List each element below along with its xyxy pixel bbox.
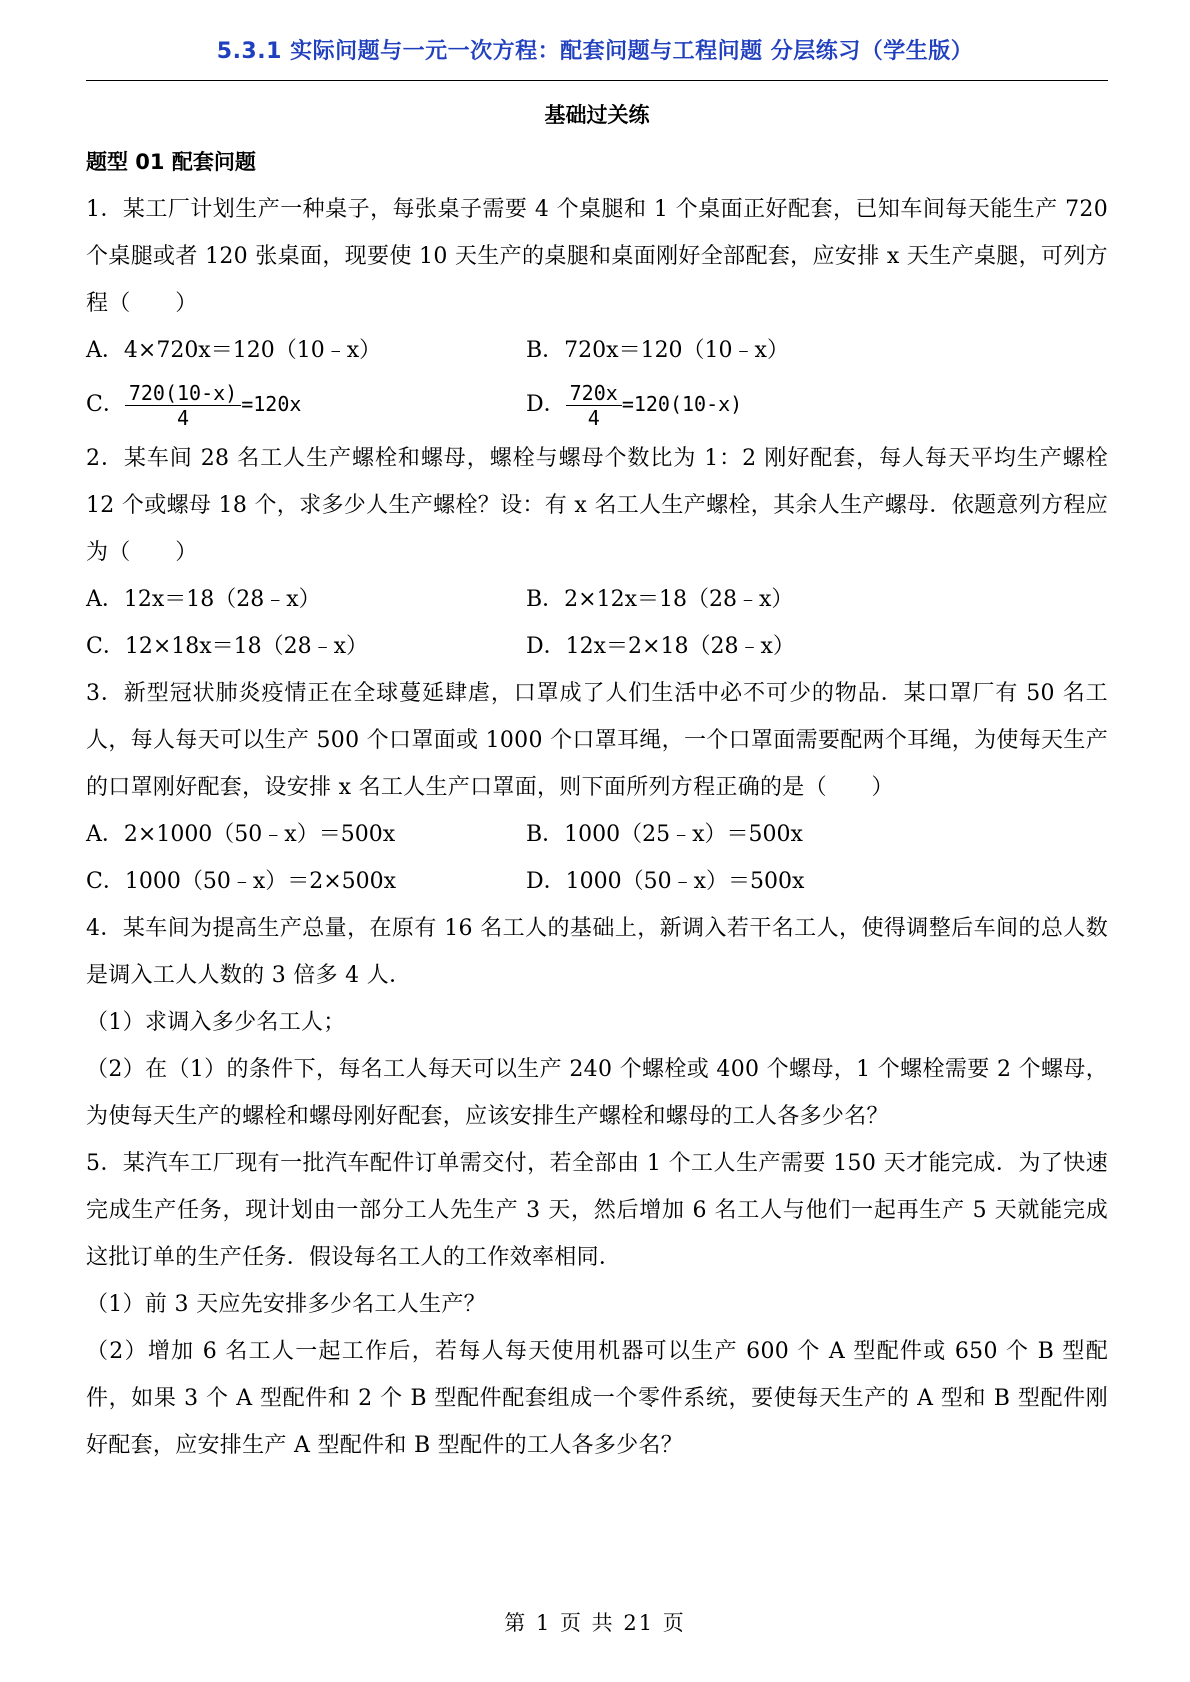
fraction-numerator: 720(10-x) [125,381,241,406]
fraction-denominator: 4 [587,405,600,430]
question-5-part-2: （2）增加 6 名工人一起工作后，若每人每天使用机器可以生产 600 个 A 型配件或 650 个 B 型配件，如果 3 个 A 型配件和 2 个 B 型配件配套组成一个零件系统，要使每天生产的 A 型和 B 型配件刚好配套，应安排生产 A 型配件和 B 型配件的工人各多少名？ [86,1339,1108,1458]
question-3-option-c: C．1000（50﹣x）＝2×500x [86,869,397,894]
question-5-stem: 5．某汽车工厂现有一批汽车配件订单需交付，若全部由 1 个工人生产需要 150 天才能完成．为了快速完成生产任务，现计划由一部分工人先生产 3 天，然后增加 6 名工人与他们一起再生产 5 天就能完成这批订单的生产任务．假设每名工人的工作效率相同． [86,1151,1108,1270]
option-c-label: C． [86,392,125,417]
option-c-fraction [125,381,241,430]
question-5-part-1: （1）前 3 天应先安排多少名工人生产？ [86,1292,486,1317]
question-2-option-b: B．2×12x＝18（28﹣x） [526,587,794,612]
question-4-part-1: （1）求调入多少名工人； [86,1010,346,1035]
question-1-options-ab [86,327,1108,374]
fraction-denominator: 4 [177,405,190,430]
question-2-options-ab [86,576,1108,623]
question-2-option-a: A．12x＝18（28﹣x） [86,587,321,612]
question-4-part-2: （2）在（1）的条件下，每名工人每天可以生产 240 个螺栓或 400 个螺母，1 个螺栓需要 2 个螺母，为使每天生产的螺栓和螺母刚好配套，应该安排生产螺栓和螺母的工人各多少名？ [86,1057,1108,1129]
document-title: 5.3.1 实际问题与一元一次方程：配套问题与工程问题 分层练习（学生版） [216,39,974,64]
question-3-options-cd [86,858,1108,905]
option-d-fraction [566,381,622,430]
question-1-option-d [526,374,966,435]
page-content [86,92,1108,1469]
page-number: 第 1 页 共 21 页 [504,1611,686,1635]
question-2-stem: 2．某车间 28 名工人生产螺栓和螺母，螺栓与螺母个数比为 1：2 刚好配套，每人每天平均生产螺栓 12 个或螺母 18 个，求多少人生产螺栓？设：有 x 名工人生产螺栓，其余人生产螺母．依题意列方程应为（ ） [86,446,1108,565]
question-1-stem: 1．某工厂计划生产一种桌子，每张桌子需要 4 个桌腿和 1 个桌面正好配套，已知车间每天能生产 720 个桌腿或者 120 张桌面，现要使 10 天生产的桌腿和桌面刚好全部配套，应安排 x 天生产桌腿，可列方程（ ） [86,197,1108,316]
header-divider [86,80,1108,81]
question-1-option-b: B．720x＝120（10﹣x） [526,338,789,363]
question-3-option-a: A．2×1000（50﹣x）＝500x [86,822,396,847]
question-2-options-cd [86,623,1108,670]
question-4-stem: 4．某车间为提高生产总量，在原有 16 名工人的基础上，新调入若干名工人，使得调整后车间的总人数是调入工人人数的 3 倍多 4 人． [86,916,1108,988]
question-3-option-b: B．1000（25﹣x）＝500x [526,822,803,847]
option-d-label: D． [526,392,566,417]
question-3-option-d: D．1000（50﹣x）＝500x [526,869,805,894]
fraction-numerator: 720x [566,381,622,406]
question-1-options-cd [86,374,1108,435]
option-d-rhs: =120(10-x) [621,392,743,416]
question-1-option-a: A．4×720x＝120（10﹣x） [86,338,382,363]
section-title: 基础过关练 [544,103,650,127]
question-2-option-c: C．12×18x＝18（28﹣x） [86,634,369,659]
question-2-option-d: D．12x＝2×18（28﹣x） [526,634,795,659]
question-1-option-c [86,374,526,435]
option-c-rhs: =120x [241,392,302,416]
question-3-stem: 3．新型冠状肺炎疫情正在全球蔓延肆虐，口罩成了人们生活中必不可少的物品．某口罩厂有 50 名工人，每人每天可以生产 500 个口罩面或 1000 个口罩耳绳，一个口罩面需要配两个耳绳，为使每天生产的口罩刚好配套，设安排 x 名工人生产口罩面，则下面所列方程正确的是（ ） [86,681,1108,800]
question-3-options-ab [86,811,1108,858]
question-type-title: 题型 01 配套问题 [86,150,256,174]
